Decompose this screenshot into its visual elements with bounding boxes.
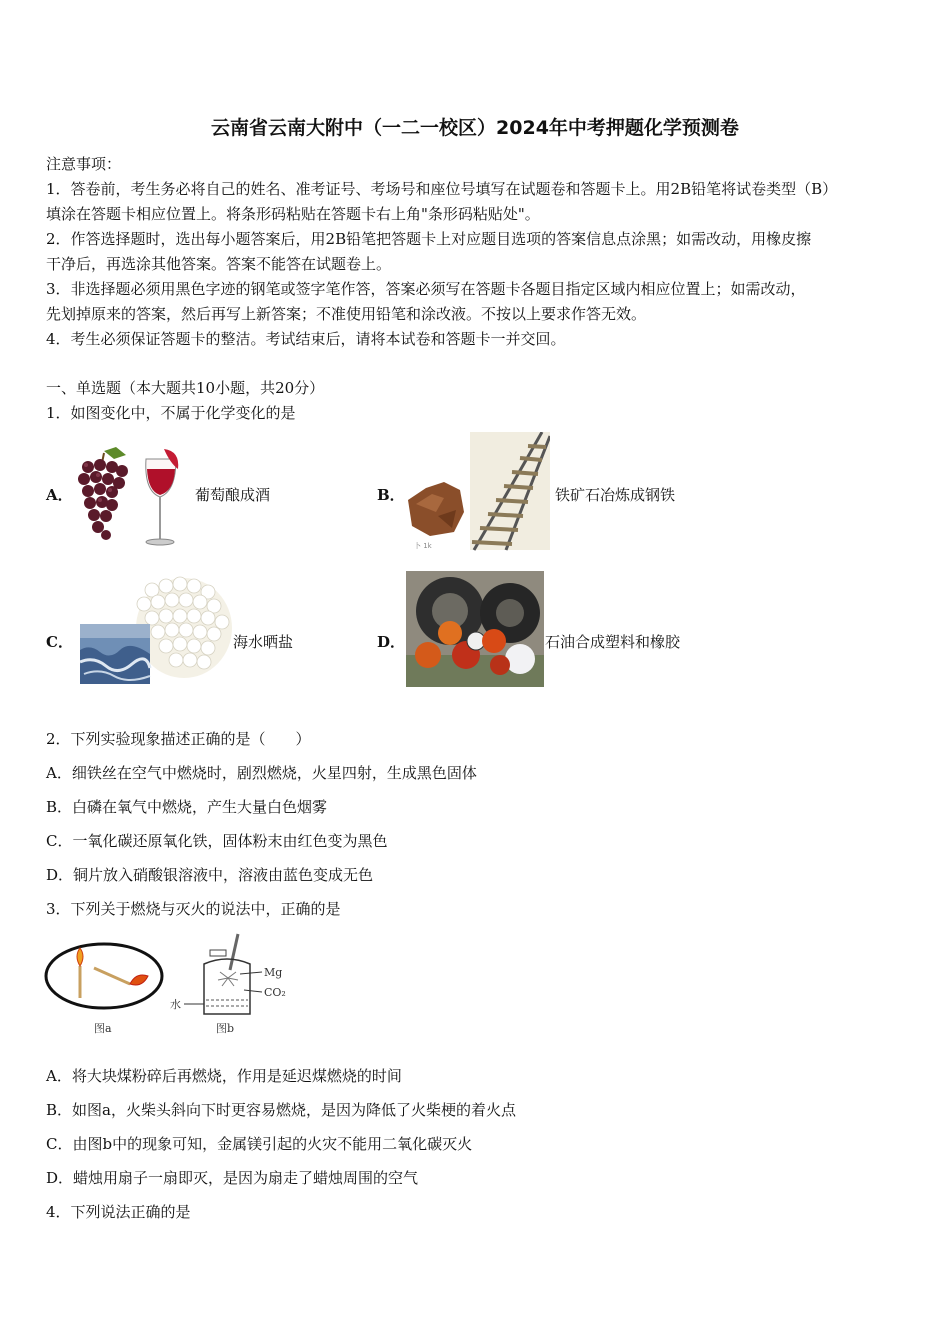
grape-wine-image <box>74 445 194 549</box>
notice-line: 3．非选择题必须用黑色字迹的钢笔或签字笔作答，答案必须写在答题卡各题目指定区域内相应位置上；如需改动， <box>46 280 806 298</box>
q3-option-d: D．蜡烛用扇子一扇即灭，是因为扇走了蜡烛周围的空气 <box>46 1169 419 1187</box>
fig-a-label: 图a <box>94 1022 112 1035</box>
notice-line: 1．答卷前，考生务必将自己的姓名、准考证号、考场号和座位号填写在试题卷和答题卡上。用2B铅笔将试卷类型（B） <box>46 180 838 198</box>
q3-option-a: A．将大块煤粉碎后再燃烧，作用是延迟煤燃烧的时间 <box>46 1067 402 1085</box>
question-4-stem: 4．下列说法正确的是 <box>46 1203 191 1221</box>
q1-option-b-letter: B． <box>377 486 405 504</box>
notice-line: 先划掉原来的答案，然后再写上新答案；不准使用铅笔和涂改液。不按以上要求作答无效。 <box>46 305 647 323</box>
notice-line: 填涂在答题卡相应位置上。将条形码粘贴在答题卡右上角"条形码粘贴处"。 <box>46 205 540 223</box>
question-3-stem: 3．下列关于燃烧与灭火的说法中，正确的是 <box>46 900 341 918</box>
q1-option-c-caption: 海水晒盐 <box>233 633 294 651</box>
q2-option-a: A．细铁丝在空气中燃烧时，剧烈燃烧，火星四射，生成黑色固体 <box>46 764 477 782</box>
q1-option-b-caption: 铁矿石冶炼成钢铁 <box>555 486 676 504</box>
q1-option-a-caption: 葡萄酿成酒 <box>195 486 271 504</box>
notice-line: 4．考生必须保证答题卡的整洁。考试结束后，请将本试卷和答题卡一并交回。 <box>46 330 566 348</box>
question-2-stem: 2．下列实验现象描述正确的是（ ） <box>46 730 311 748</box>
combustion-figure <box>44 930 304 1042</box>
fig-b-co2-label: CO₂ <box>264 986 286 999</box>
notice-heading: 注意事项： <box>46 155 122 173</box>
fig-b-water-label: 水 <box>170 998 181 1011</box>
tires-balls-image <box>406 571 544 687</box>
q1-option-c-letter: C． <box>46 633 73 651</box>
notice-line: 2．作答选择题时，选出每小题答案后，用2B铅笔把答题卡上对应题目选项的答案信息点涂黑；如需改动，用橡皮擦 <box>46 230 812 248</box>
fig-b-label: 图b <box>216 1022 235 1035</box>
q2-option-b: B．白磷在氧气中燃烧，产生大量白色烟雾 <box>46 798 328 816</box>
fig-b-mg-label: Mg <box>264 966 283 979</box>
sea-salt-image <box>80 570 234 688</box>
q1-option-a-letter: A． <box>46 486 73 504</box>
q2-option-c: C．一氧化碳还原氧化铁，固体粉末由红色变为黑色 <box>46 832 388 850</box>
page-title: 云南省云南大附中（一二一校区）2024年中考押题化学预测卷 <box>211 117 739 139</box>
ore-label: 卜 1k <box>414 542 432 550</box>
q3-option-c: C．由图b中的现象可知，金属镁引起的火灾不能用二氧化碳灭火 <box>46 1135 473 1153</box>
notice-line: 干净后，再选涂其他答案。答案不能答在试题卷上。 <box>46 255 392 273</box>
q1-option-d-caption: 石油合成塑料和橡胶 <box>545 633 681 651</box>
question-1-stem: 1．如图变化中，不属于化学变化的是 <box>46 404 296 422</box>
q1-option-d-letter: D． <box>377 633 406 651</box>
q2-option-d: D．铜片放入硝酸银溶液中，溶液由蓝色变成无色 <box>46 866 374 884</box>
q3-option-b: B．如图a，火柴头斜向下时更容易燃烧，是因为降低了火柴梗的着火点 <box>46 1101 516 1119</box>
ore-railway-image <box>404 432 550 552</box>
section-heading: 一、单选题（本大题共10小题，共20分） <box>46 379 325 397</box>
